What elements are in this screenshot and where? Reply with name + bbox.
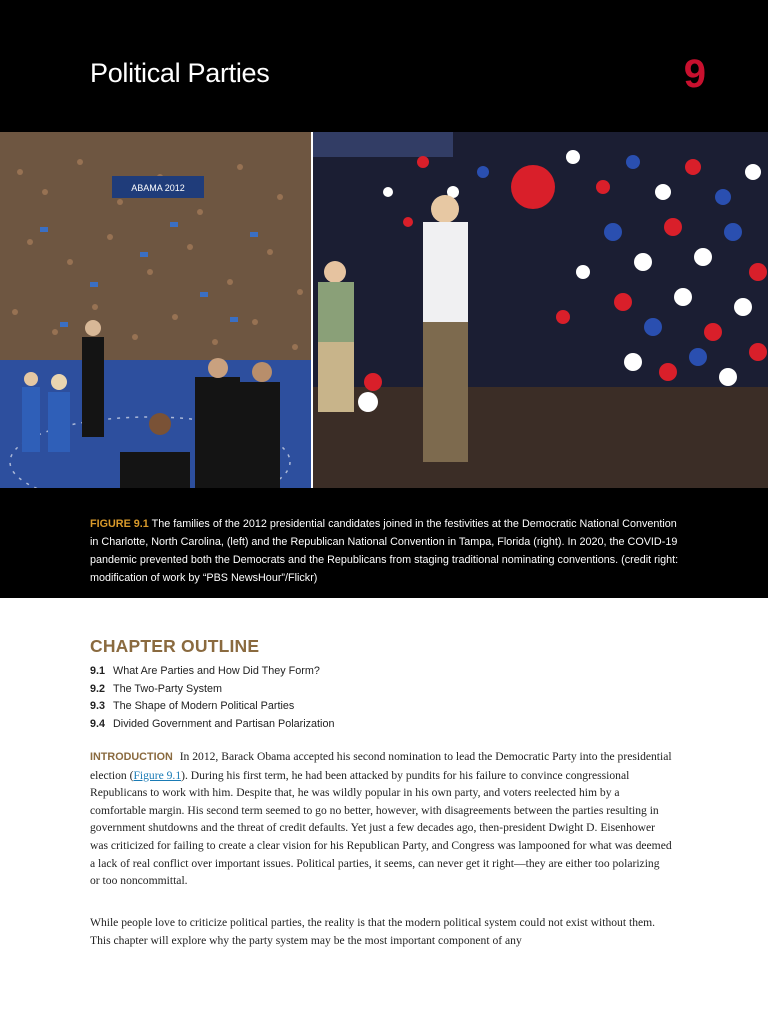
outline-item-title: Divided Government and Partisan Polarization	[113, 717, 335, 730]
intro-text-after-link: ). During his first term, he had been attacked by pundits for his failure to convince congressional Republicans to work with him. Despite that, he was wildly popular in his own party, and voters reelected him by a comfortable margin. His second term seemed to go no better, however, with disagreements between the parties resulting in government shutdowns and the threat of credit defaults. Yet just a few decades ago, then-president Dwight D. Eisenhower was criticized for failing to create a clear vision for his Republican Party, and Congress was lampooned for what was deemed a lack of real conflict over important issues. Political parties, it seems, can never get it right—they are either too polarizing or too noncommittal.	[90, 768, 672, 888]
outline-item[interactable]	[90, 663, 334, 681]
outline-item-title: What Are Parties and How Did They Form?	[113, 665, 320, 677]
figure-9-1-link[interactable]: Figure 9.1	[133, 768, 182, 782]
introduction-label: INTRODUCTION	[90, 751, 173, 763]
stage-sign-text: ABAMA 2012	[131, 183, 185, 193]
outline-item-number: 9.3	[90, 700, 106, 712]
crowd-illustration-left	[0, 132, 311, 488]
outline-item-title: The Shape of Modern Political Parties	[113, 700, 295, 712]
outline-item[interactable]	[90, 698, 334, 716]
chapter-title: Political Parties	[90, 58, 270, 88]
outline-item-number: 9.4	[90, 717, 106, 730]
outline-item-number: 9.1	[90, 665, 106, 677]
chapter-outline-heading: CHAPTER OUTLINE	[90, 636, 260, 656]
outline-item[interactable]	[90, 681, 334, 699]
outline-item-number: 9.2	[90, 682, 106, 695]
intro-text-before-link: In 2012, Barack Obama accepted his second nomination to lead the Democratic Party into the presidential election (	[90, 750, 672, 782]
chapter-number: 9	[683, 52, 706, 96]
figure-photo-republican-convention	[313, 132, 768, 488]
figure-caption	[90, 515, 680, 587]
outline-item[interactable]	[90, 716, 334, 734]
chapter-header	[0, 0, 768, 132]
figure-label: FIGURE 9.1	[90, 517, 149, 530]
introduction-paragraph	[90, 748, 672, 890]
body-paragraph-2: While people love to criticize political parties, the reality is that the modern political system could not exist without them. This chapter will explore why the party system may be the most important component of any	[90, 916, 656, 947]
figure-photo-democratic-convention	[0, 132, 311, 488]
outline-item-title: The Two-Party System	[113, 682, 223, 695]
balloon-drop-illustration-right	[313, 132, 768, 488]
figure-caption-text: The families of the 2012 presidential candidates joined in the festivities at the Democratic National Convention in Charlotte, North Carolina, (left) and the Republican National Convention in Tampa, Florida (right). In 2020, the COVID-19 pandemic prevented both the Democrats and the Republicans from staging traditional nominating conventions. (credit right: modification of work by “PBS NewsHour”/Flickr)	[90, 517, 679, 584]
chapter-outline-list	[90, 663, 334, 733]
